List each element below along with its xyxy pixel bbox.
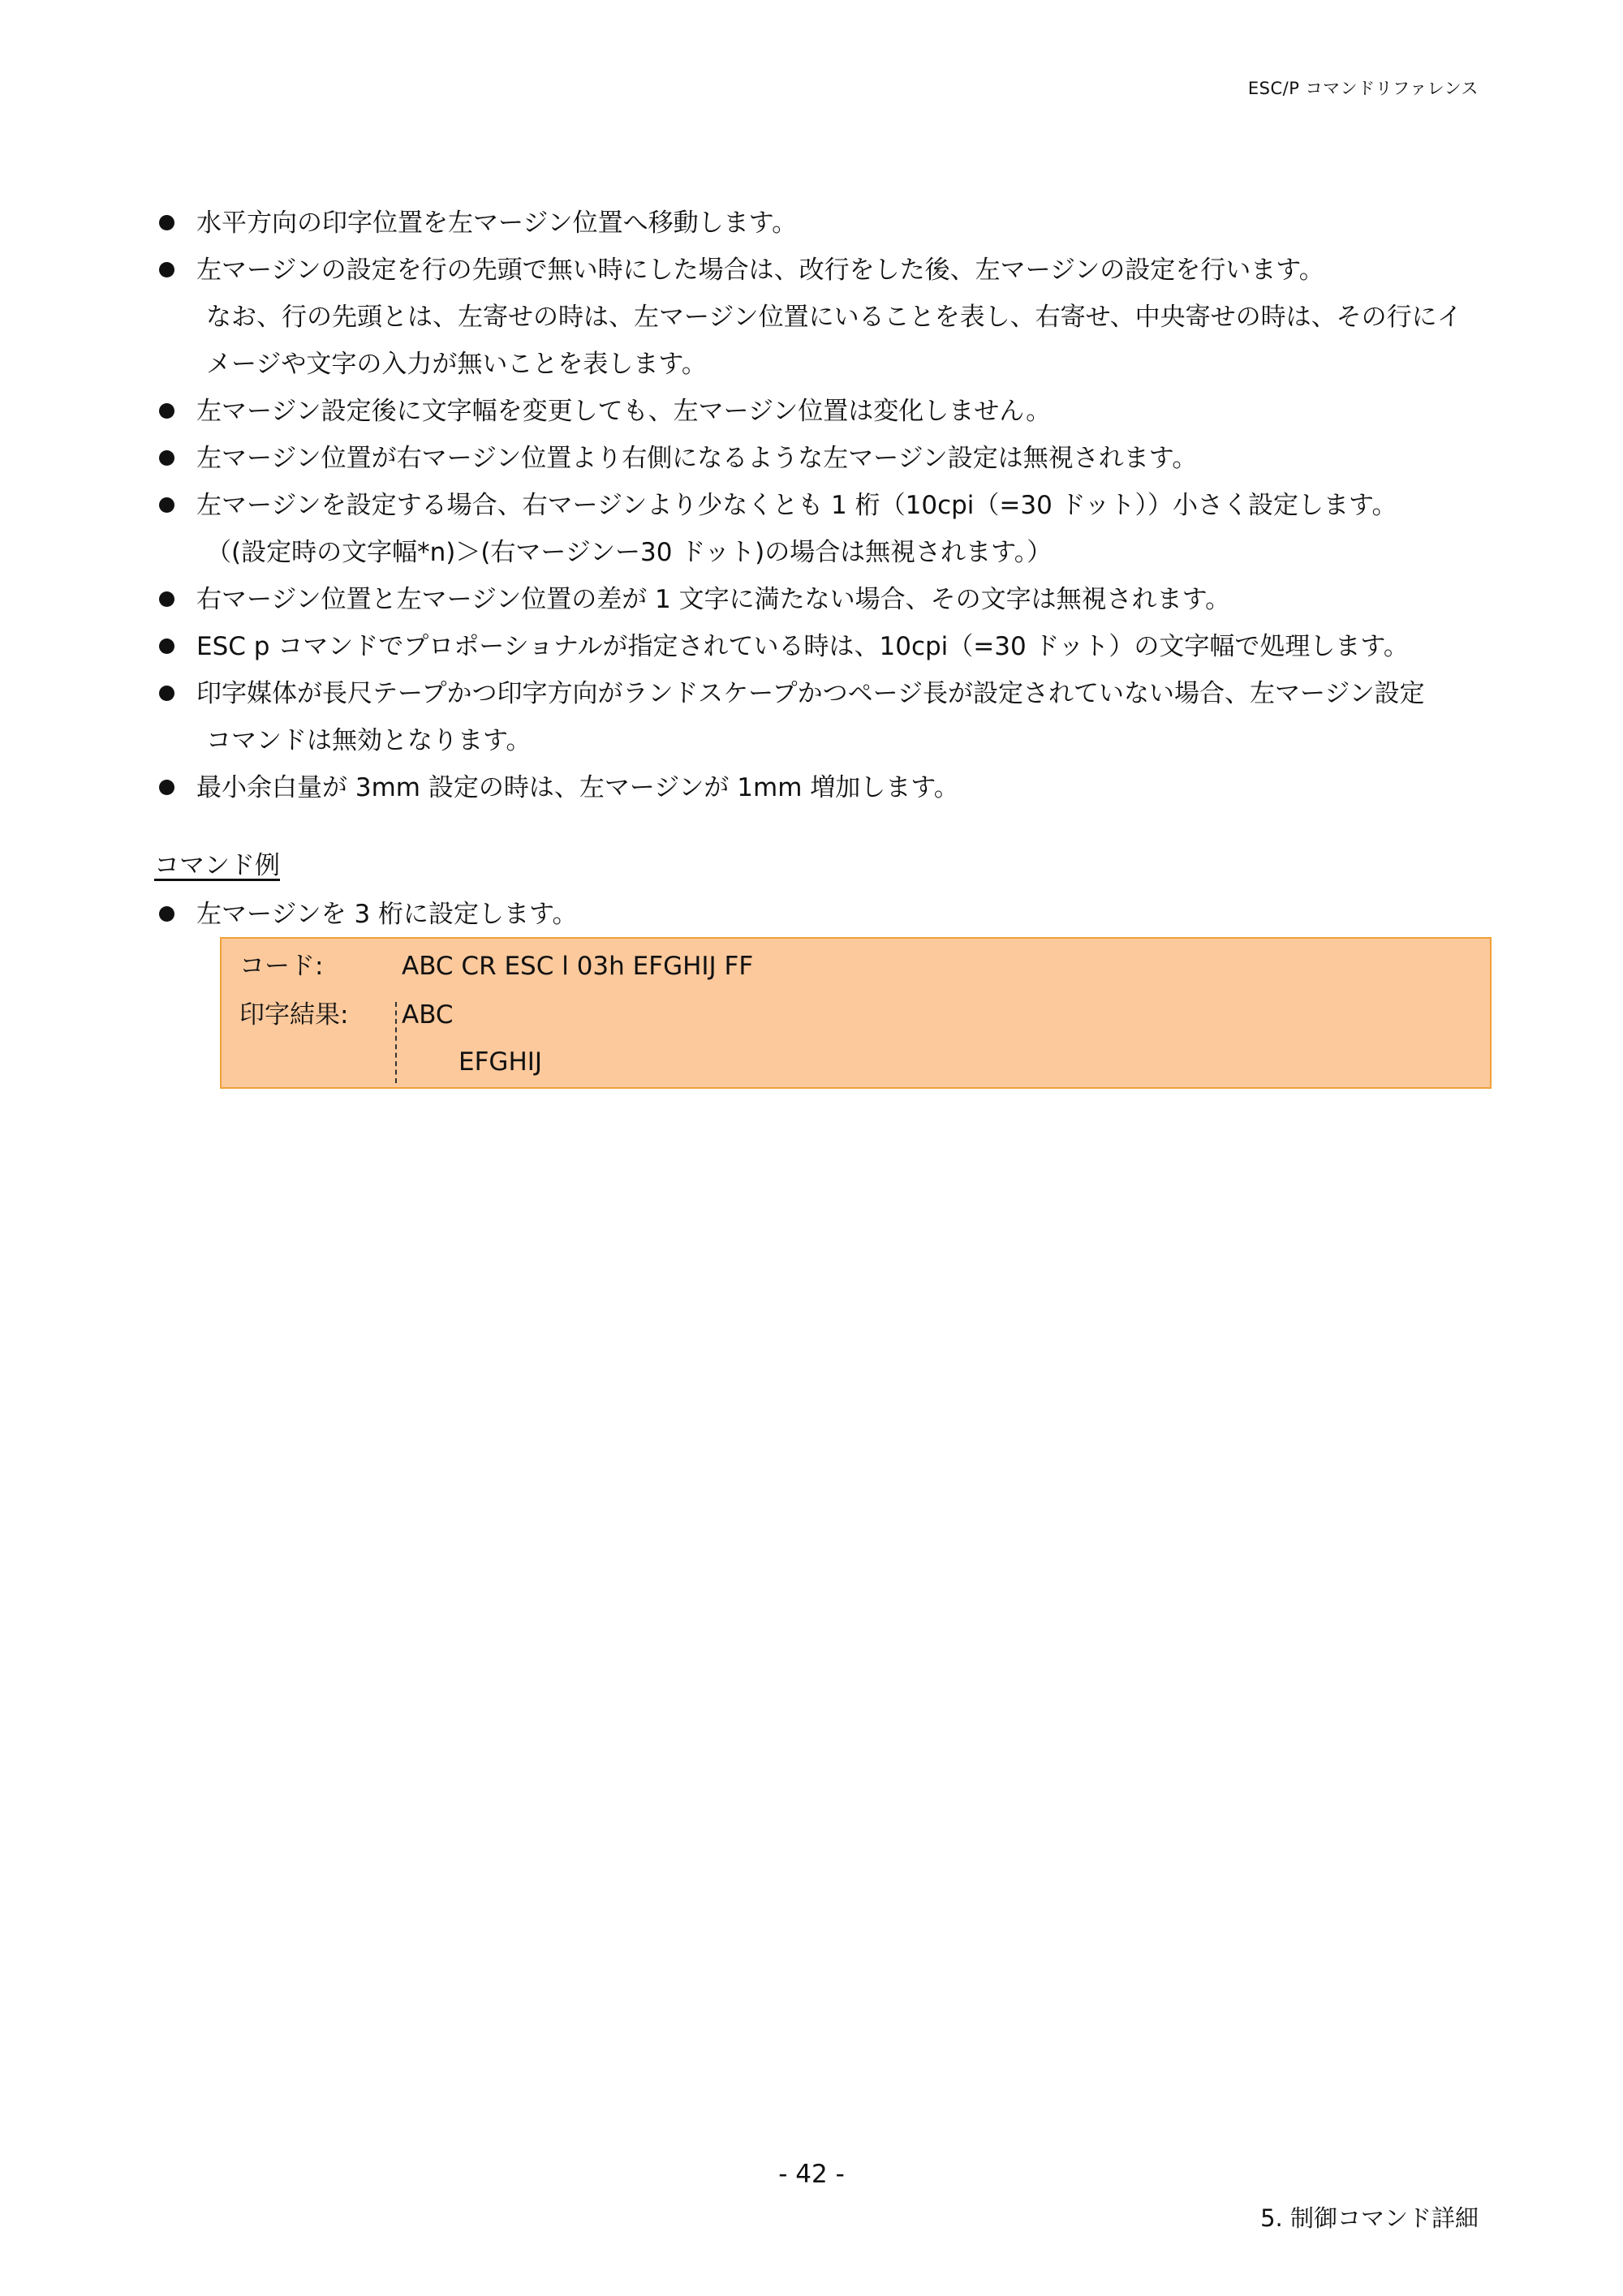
bullet-icon <box>159 497 174 513</box>
bullet-icon <box>159 906 174 922</box>
note-text: 左マージン位置が右マージン位置より右側になるような左マージン設定は無視されます。 <box>196 444 1198 473</box>
result-label: 印字結果: <box>239 1000 349 1030</box>
list-item <box>154 623 1501 670</box>
list-item <box>154 247 1501 388</box>
bullet-icon <box>159 780 174 795</box>
list-item <box>154 482 1501 576</box>
notes-list <box>154 200 1501 811</box>
note-text: 左マージンの設定を行の先頭で無い時にした場合は、改行をした後、左マージンの設定を行います。 <box>196 256 1324 285</box>
list-item <box>154 764 1501 811</box>
note-text: 左マージンを設定する場合、右マージンより少なくとも 1 桁（10cpi（=30 ドット））小さく設定します。 <box>196 491 1397 520</box>
page-number: - 42 - <box>778 2160 845 2189</box>
list-item <box>154 576 1501 623</box>
note-text-continued: コマンドは無効となります。 <box>206 726 532 755</box>
section-title-command-example: コマンド例 <box>154 851 280 880</box>
note-text-continued: なお、行の先頭とは、左寄せの時は、左マージン位置にいることを表し、右寄せ、中央寄せの時は、その行にイ <box>206 303 1462 332</box>
note-text: 最小余白量が 3mm 設定の時は、左マージンが 1mm 増加します。 <box>196 773 959 802</box>
bullet-icon <box>159 403 174 419</box>
result-line-2: EFGHIJ <box>458 1047 543 1077</box>
bullet-icon <box>159 215 174 230</box>
note-text-continued: メージや文字の入力が無いことを表します。 <box>206 350 707 379</box>
result-line-1: ABC <box>402 1000 454 1030</box>
note-text: 右マージン位置と左マージン位置の差が 1 文字に満たない場合、その文字は無視されます。 <box>196 585 1231 614</box>
list-item <box>154 200 1501 247</box>
note-text: 水平方向の印字位置を左マージン位置へ移動します。 <box>196 209 798 238</box>
note-text: 印字媒体が長尺テープかつ印字方向がランドスケープかつページ長が設定されていない場合、左マージン設定 <box>196 679 1425 708</box>
code-example-box <box>220 937 1492 1089</box>
note-text: 左マージン設定後に文字幅を変更しても、左マージン位置は変化しません。 <box>196 397 1052 426</box>
bullet-icon <box>159 450 174 466</box>
chapter-footer: 5. 制御コマンド詳細 <box>1260 2204 1479 2232</box>
list-item <box>154 388 1501 435</box>
list-item <box>154 670 1501 764</box>
page-header: ESC/P コマンドリファレンス <box>1247 79 1479 98</box>
note-text: ESC p コマンドでプロポーショナルが指定されている時は、10cpi（=30 ドット）の文字幅で処理します。 <box>196 632 1409 661</box>
example-description: 左マージンを 3 桁に設定します。 <box>196 900 578 929</box>
bullet-icon <box>159 638 174 654</box>
bullet-icon <box>159 686 174 701</box>
bullet-icon <box>159 591 174 607</box>
example-list <box>154 891 578 938</box>
list-item <box>154 435 1501 482</box>
bullet-icon <box>159 262 174 277</box>
code-label: コード: <box>239 952 324 981</box>
list-item <box>154 891 578 938</box>
code-value: ABC CR ESC l 03h EFGHIJ FF <box>402 952 754 981</box>
left-margin-guide-line <box>395 1002 397 1083</box>
note-text-continued: （(設定時の文字幅*n)＞(右マージンー30 ドット)の場合は無視されます。） <box>206 538 1053 567</box>
